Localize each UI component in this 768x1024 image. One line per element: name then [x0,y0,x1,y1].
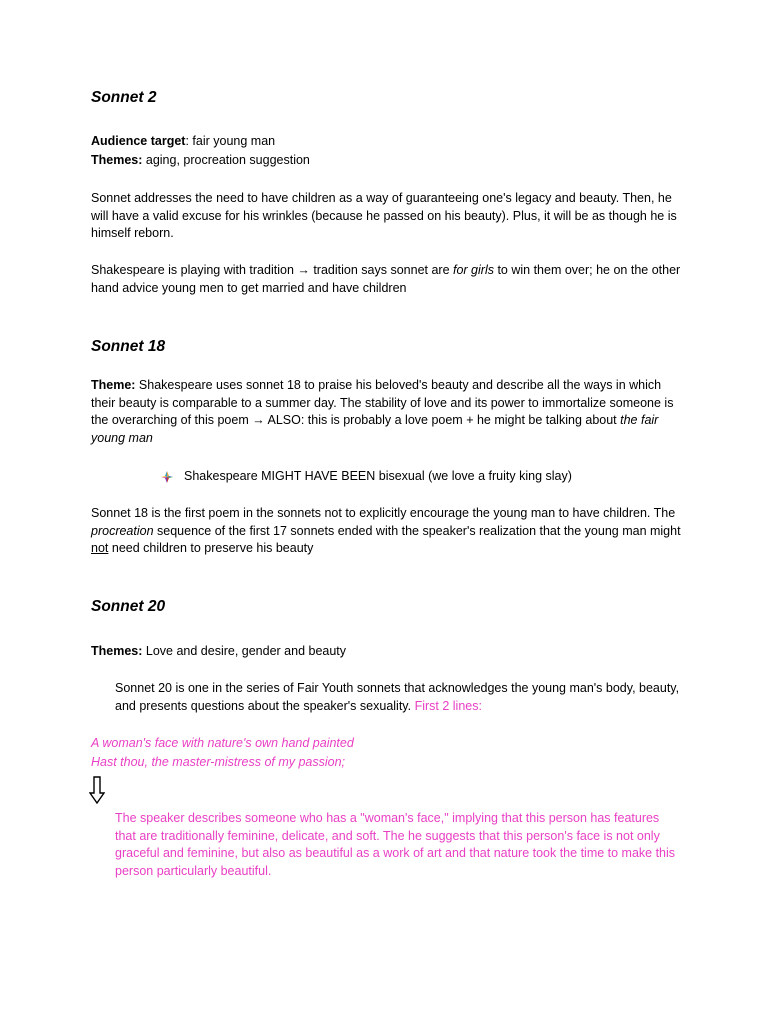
sonnet-2-paragraph-2 [91,262,683,297]
sonnet-18-theme [91,377,683,447]
audience-label: Audience target [91,134,186,148]
themes-label: Themes: [91,644,143,658]
themes-label: Themes: [91,153,143,167]
sonnet-20-explanation: The speaker describes someone who has a "woman's face," implying that this person has features that are traditionally feminine, delicate, and soft. The he suggests that this person's face is not only graceful and feminine, but also as beautiful as a work of art and that nature took the time to make this person particularly beautiful. [115,811,676,878]
paragraph-text: need children to preserve his beauty [108,541,314,555]
themes-value: Love and desire, gender and beauty [142,644,347,658]
italic-text: the fair young man [91,413,659,445]
italic-text: for girls [453,263,494,277]
sonnet-2-heading: Sonnet 2 [91,89,157,106]
paragraph-text: Sonnet 18 is the first poem in the sonnets not to explicitly encourage the young man to have children. The [91,506,676,520]
sonnet-20-line-1: A woman's face with nature's own hand painted [91,736,354,750]
sonnet-18-heading: Sonnet 18 [91,338,166,355]
first-lines-label: First 2 lines: [414,698,482,713]
sonnet-20-themes [91,643,683,661]
italic-text: procreation [91,523,154,538]
sonnet-20-line-2: Hast thou, the master-mistress of my passion; [91,755,346,769]
sonnet-2-paragraph-1: Sonnet addresses the need to have children as a way of guaranteeing one's legacy and beauty. Then, he will have a valid excuse for his wrinkles (because he passed on his beauty). Plus, it will be as though he is himself reborn. [91,191,677,240]
sonnet-18-paragraph [91,505,683,558]
sonnet-2-themes [91,152,683,170]
theme-label: Theme: [91,378,136,392]
paragraph-text: to win them over; he on the other hand advice young men to get married and have children [91,263,681,295]
paragraph-text: Shakespeare is playing with tradition → tradition says sonnet are [91,263,453,277]
hollow-down-arrow-icon [89,776,105,804]
themes-value: aging, procreation suggestion [142,153,310,167]
sonnet-18-bullet: Shakespeare MIGHT HAVE BEEN bisexual (we love a fruity king slay) [184,469,572,483]
sonnet-2-audience [91,133,683,151]
rainbow-diamond-bullet-icon [160,470,174,484]
theme-text: Shakespeare uses sonnet 18 to praise his beloved's beauty and describe all the ways in which their beauty is comparable to a summer day. The stability of love and its power to immortalize someone is the overarching of this poem → ALSO: this is probably a love poem + he might be talking about [91,378,674,427]
sonnet-20-paragraph [115,680,683,715]
sonnet-20-heading: Sonnet 20 [91,598,166,615]
underlined-text: not [91,541,109,555]
audience-value: : fair young man [185,134,276,148]
paragraph-text: Sonnet 20 is one in the series of Fair Youth sonnets that acknowledges the young man's body, beauty, and presents questions about the speaker's sexuality. [115,681,680,713]
paragraph-text: sequence of the first 17 sonnets ended with the speaker's realization that the young man might [153,523,681,538]
